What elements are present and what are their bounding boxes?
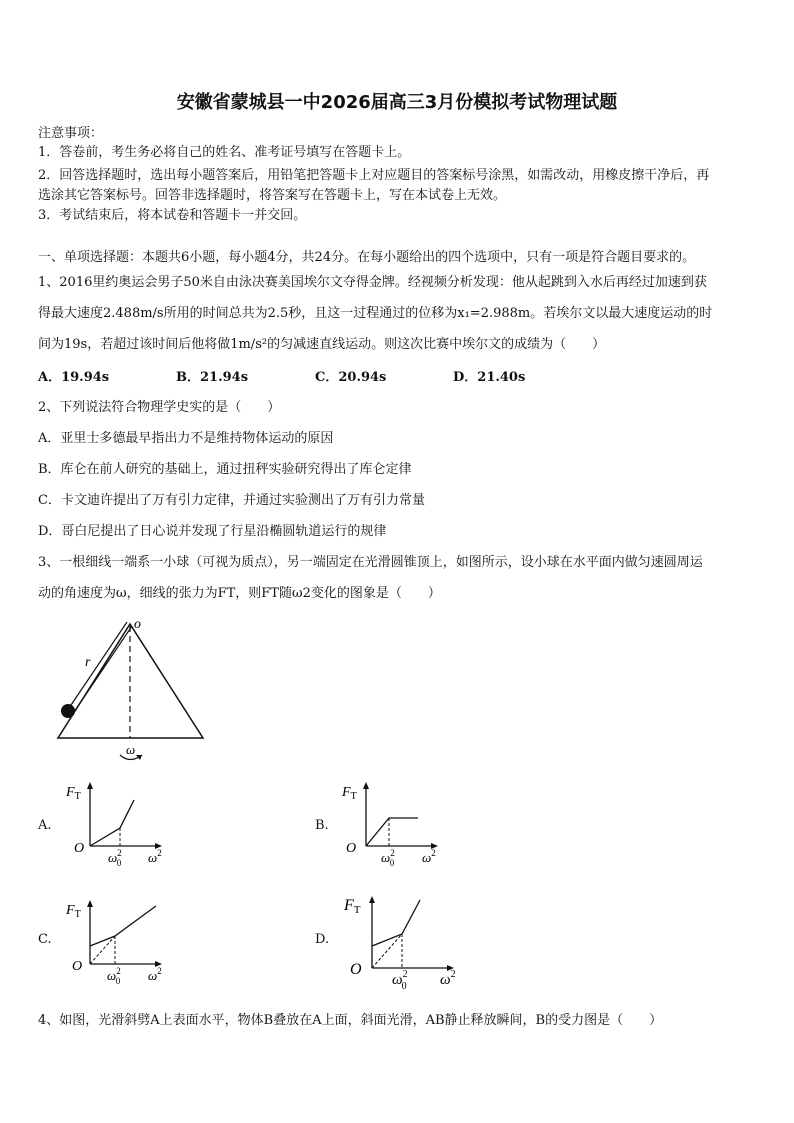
length-label: r [85,655,91,670]
notice-item: 选涂其它答案标号。回答非选择题时，将答案写在答题卡上，写在本试卷上无效。 [38,188,507,203]
graph-c [60,894,190,986]
ball [61,704,75,718]
svg-text:O: O [72,959,83,974]
q3-line: 3、一根细线一端系一小球（可视为质点），另一端固定在光滑圆锥顶上，如图所示，设小球在水平面内做匀速圆周运 [38,555,703,570]
notice-item: 3．考试结束后，将本试卷和答题卡一并交回。 [38,208,307,223]
section-heading: 一、单项选择题：本题共6小题，每小题4分，共24分。在每小题给出的四个选项中，只有一项是符合题目要求的。 [38,250,696,265]
q1-option-c: C．20.94s [315,370,387,385]
svg-text:ω2: $\omega^2$ [440,969,456,988]
svg-text:ω20: $\omega^2$ 0 [392,969,408,992]
q2-option-d: D．哥白尼提出了日心说并发现了行星沿椭圆轨道运行的规律 [38,524,387,539]
q2-option-b: B．库仑在前人研究的基础上，通过扭秤实验研究得出了库仑定律 [38,462,412,477]
svg-text:FT: $F_T$ [66,785,81,802]
svg-text:ω20: $\omega^2$ 0 [107,966,121,986]
q2-option-a: A．亚里士多德最早指出力不是维持物体运动的原因 [38,431,334,446]
q2-option-c: C．卡文迪许提出了万有引力定律，并通过实验测出了万有引力常量 [38,493,425,508]
q1-line: 1、2016里约奥运会男子50米自由泳决赛美国埃尔文夺得金牌。经视频分析发现：他从起跳到入水后再经过加速到获 [38,275,707,290]
svg-text:FT: $F_T$ [66,903,81,920]
svg-text:O: O [350,961,362,978]
q2-stem: 2、下列说法符合物理学史实的是（ ） [38,400,281,415]
graph-d [338,888,472,992]
svg-text:ω2: $\omega^2$ [422,848,436,865]
q1-option-d: D．21.40s [453,370,526,385]
notice-heading: 注意事项： [38,126,104,141]
omega-label: ω [126,742,136,757]
graph-a [60,778,190,870]
cone-figure [50,612,220,770]
svg-text:ω20: $\omega^2$ 0 [108,848,122,868]
notice-item: 2．回答选择题时，选出每小题答案后，用铅笔把答题卡上对应题目的答案标号涂黑，如需改动，用橡皮擦干净后，再 [38,168,710,183]
apex-label: o [134,617,141,632]
graph-b [336,778,466,870]
svg-text:ω2: $\omega^2$ [148,848,162,865]
svg-text:O: O [74,841,85,856]
q3-line: 动的角速度为ω，细线的张力为FT，则FT随ω2变化的图象是（ ） [38,586,441,601]
graph-c-letter: C. [38,932,52,947]
page-title: 安徽省蒙城县一中2026届高三3月份模拟考试物理试题 [176,92,618,113]
svg-text:FT: FT [344,897,361,916]
q1-option-b: B．21.94s [176,370,249,385]
q1-line: 得最大速度2.488m/s所用的时间总共为2.5秒，且这一过程通过的位移为x₁=2.988m。若埃尔文以最大速度运动的时 [38,306,713,321]
graph-b-letter: B. [315,818,329,833]
svg-text:ω2: $\omega^2$ [148,966,162,983]
notice-item: 1．答卷前，考生务必将自己的姓名、准考证号填写在答题卡上。 [38,145,411,160]
q4-stem: 4、如图，光滑斜劈A上表面水平，物体B叠放在A上面，斜面光滑，AB静止释放瞬间，B的受力图是（ ） [38,1013,663,1028]
svg-text:O: O [346,841,357,856]
graph-d-letter: D. [315,932,330,947]
svg-text:ω20: $\omega^2$ 0 [381,848,395,868]
q1-option-a: A．19.94s [38,370,110,385]
svg-text:FT: $F_T$ [342,785,357,802]
q1-line: 间为19s，若超过该时间后他将做1m/s²的匀减速直线运动。则这次比赛中埃尔文的成绩为（ ） [38,337,606,352]
graph-a-letter: A. [38,818,52,833]
